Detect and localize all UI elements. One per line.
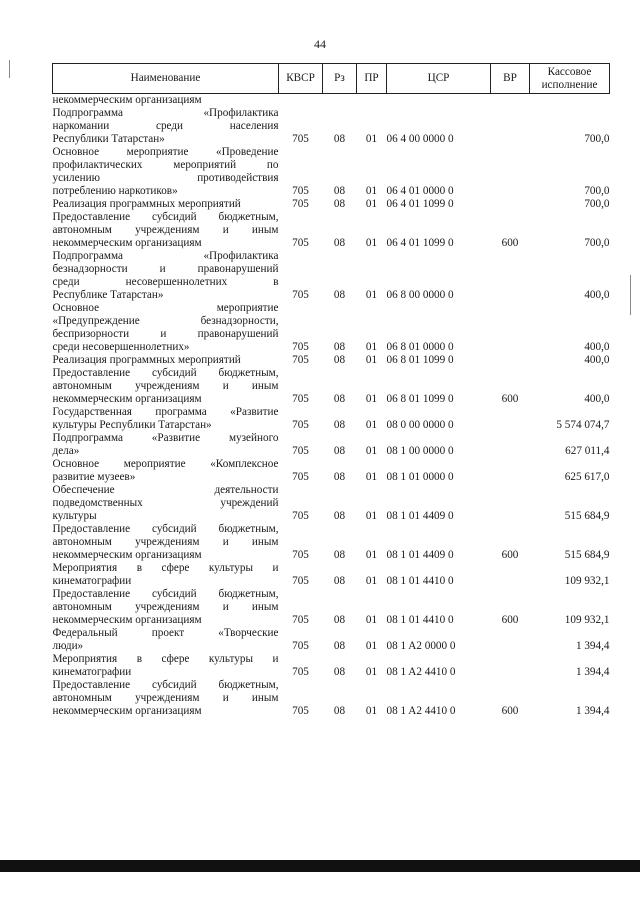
cell-cash: 400,0 xyxy=(584,393,610,405)
table-body xyxy=(53,94,610,719)
cell-csr: 06 8 01 1099 0 xyxy=(386,354,454,366)
row-name xyxy=(53,653,279,679)
row-name-line: автономным учреждениям и иным xyxy=(52,601,279,613)
cell-cash: 400,0 xyxy=(584,354,610,366)
cell-csr: 08 1 01 0000 0 xyxy=(386,471,454,483)
cell-cash: 400,0 xyxy=(584,341,610,353)
row-name-line: усилению противодействия xyxy=(52,172,279,184)
cell-kvsr: 705 xyxy=(292,510,309,522)
cell-kvsr: 705 xyxy=(292,354,309,366)
cell-csr: 08 1 01 4409 0 xyxy=(386,549,454,561)
cell-rz xyxy=(323,94,357,108)
row-name xyxy=(53,211,279,250)
row-name xyxy=(53,458,279,484)
row-name xyxy=(53,250,279,302)
row-name-line: автономным учреждениям и иным xyxy=(52,380,279,392)
table-row xyxy=(53,562,610,588)
cell-pr: 01 xyxy=(365,341,378,353)
row-name-line: Предоставление субсидий бюджетным, xyxy=(52,679,279,691)
cell-csr xyxy=(387,94,491,108)
cell-csr: 06 4 01 1099 0 xyxy=(386,198,454,210)
table-row xyxy=(53,406,610,432)
cell-csr: 06 8 01 0000 0 xyxy=(386,341,454,353)
cell-vr: 600 xyxy=(501,549,519,561)
cell-vr xyxy=(491,484,530,523)
header-name: Наименование xyxy=(53,64,279,94)
table-row xyxy=(53,627,610,653)
row-name xyxy=(53,432,279,458)
table-row xyxy=(53,653,610,679)
table-row xyxy=(53,250,610,302)
row-name-line: автономным учреждениям и иным xyxy=(52,224,279,236)
cell-pr: 01 xyxy=(365,471,378,483)
row-name-line: некоммерческим организациям xyxy=(52,393,202,405)
cell-pr: 01 xyxy=(365,354,378,366)
row-name xyxy=(53,367,279,406)
cell-rz: 08 xyxy=(333,419,346,431)
cell-kvsr: 705 xyxy=(292,575,309,587)
cell-cash: 1 394,4 xyxy=(575,666,610,678)
row-name-line: среди несовершеннолетних» xyxy=(52,341,190,353)
cell-vr xyxy=(491,107,530,146)
cell-vr xyxy=(491,94,530,108)
cell-kvsr: 705 xyxy=(292,237,309,249)
row-name xyxy=(53,107,279,146)
header-cash: Кассовое исполнение xyxy=(530,64,610,94)
row-name-line: Государственная программа «Развитие xyxy=(52,406,279,418)
cell-vr: 600 xyxy=(501,237,519,249)
table-row xyxy=(53,354,610,367)
row-name-line: развитие музеев» xyxy=(52,471,136,483)
row-name-line: Федеральный проект «Творческие xyxy=(52,627,279,639)
cell-csr: 08 1 01 4410 0 xyxy=(386,614,454,626)
row-name-line: Предоставление субсидий бюджетным, xyxy=(52,211,279,223)
cell-vr: 600 xyxy=(501,614,519,626)
cell-kvsr: 705 xyxy=(292,549,309,561)
cell-rz: 08 xyxy=(333,640,346,652)
cell-rz: 08 xyxy=(333,445,346,457)
cell-vr xyxy=(491,146,530,198)
cell-cash: 515 684,9 xyxy=(564,510,610,522)
cell-kvsr: 705 xyxy=(292,185,309,197)
cell-rz: 08 xyxy=(333,289,346,301)
cell-csr: 08 1 00 0000 0 xyxy=(386,445,454,457)
cell-kvsr: 705 xyxy=(292,640,309,652)
cell-rz: 08 xyxy=(333,705,346,717)
table-row xyxy=(53,107,610,146)
table-row xyxy=(53,588,610,627)
cell-pr: 01 xyxy=(365,549,378,561)
cell-rz: 08 xyxy=(333,393,346,405)
row-name xyxy=(53,406,279,432)
scan-edge-bar xyxy=(0,860,640,872)
row-name xyxy=(53,679,279,718)
row-name-line: культуры Республики Татарстан» xyxy=(52,419,212,431)
cell-pr: 01 xyxy=(365,393,378,405)
cell-csr: 08 1 A2 0000 0 xyxy=(386,640,456,652)
row-name-line: кинематографии xyxy=(52,666,132,678)
row-name-line: Предоставление субсидий бюджетным, xyxy=(52,367,279,379)
cell-vr xyxy=(491,198,530,211)
cell-csr: 08 1 A2 4410 0 xyxy=(386,705,456,717)
cell-kvsr: 705 xyxy=(292,198,309,210)
table-row xyxy=(53,484,610,523)
table-row xyxy=(53,94,610,108)
cell-vr xyxy=(491,562,530,588)
cell-csr: 06 8 01 1099 0 xyxy=(386,393,454,405)
cell-vr xyxy=(491,406,530,432)
row-name-line: Реализация программных мероприятий xyxy=(52,198,241,210)
cell-cash: 1 394,4 xyxy=(575,640,610,652)
cell-pr: 01 xyxy=(365,289,378,301)
cell-rz: 08 xyxy=(333,354,346,366)
cell-cash: 700,0 xyxy=(584,237,610,249)
cell-csr: 06 4 00 0000 0 xyxy=(386,133,454,145)
cell-vr: 600 xyxy=(501,705,519,717)
table-row xyxy=(53,211,610,250)
cell-kvsr: 705 xyxy=(292,445,309,457)
cell-vr xyxy=(491,432,530,458)
row-name-line: кинематографии xyxy=(52,575,132,587)
page-number: 44 xyxy=(314,37,326,51)
row-name xyxy=(53,523,279,562)
cell-csr: 08 1 01 4409 0 xyxy=(386,510,454,522)
row-name-line: Предоставление субсидий бюджетным, xyxy=(52,588,279,600)
cell-rz: 08 xyxy=(333,666,346,678)
row-name-line: автономным учреждениям и иным xyxy=(52,692,279,704)
cell-rz: 08 xyxy=(333,471,346,483)
cell-cash: 400,0 xyxy=(584,289,610,301)
cell-cash: 627 011,4 xyxy=(565,445,610,457)
row-name-line: наркомании среди населения xyxy=(52,120,279,132)
cell-kvsr: 705 xyxy=(292,341,309,353)
cell-pr: 01 xyxy=(365,575,378,587)
cell-pr: 01 xyxy=(365,133,378,145)
cell-rz: 08 xyxy=(333,575,346,587)
header-kvsr: КВСР xyxy=(279,64,323,94)
cell-rz: 08 xyxy=(333,237,346,249)
cell-csr: 06 8 00 0000 0 xyxy=(386,289,454,301)
row-name-line: Подпрограмма «Развитие музейного xyxy=(52,432,279,444)
cell-rz: 08 xyxy=(333,185,346,197)
header-pr: ПР xyxy=(357,64,387,94)
row-name xyxy=(53,94,279,108)
row-name-line: дела» xyxy=(52,445,80,457)
cell-kvsr: 705 xyxy=(292,705,309,717)
cell-cash: 1 394,4 xyxy=(575,705,610,717)
row-name-line: потреблению наркотиков» xyxy=(52,185,178,197)
cell-vr xyxy=(491,354,530,367)
row-name xyxy=(53,198,279,211)
cell-cash: 700,0 xyxy=(584,133,610,145)
row-name xyxy=(53,484,279,523)
cell-kvsr: 705 xyxy=(292,614,309,626)
table-row xyxy=(53,367,610,406)
row-name-line: беспризорности и правонарушений xyxy=(52,328,279,340)
row-name-line: подведомственных учреждений xyxy=(52,497,279,509)
cell-rz: 08 xyxy=(333,198,346,210)
budget-execution-table xyxy=(52,63,610,718)
row-name-line: безнадзорности и правонарушений xyxy=(52,263,279,275)
cell-csr: 06 4 01 1099 0 xyxy=(386,237,454,249)
cell-rz: 08 xyxy=(333,549,346,561)
margin-mark xyxy=(630,275,631,315)
cell-kvsr: 705 xyxy=(292,419,309,431)
cell-pr: 01 xyxy=(365,666,378,678)
row-name-line: Предоставление субсидий бюджетным, xyxy=(52,523,279,535)
row-name-line: некоммерческим организациям xyxy=(52,237,202,249)
cell-rz: 08 xyxy=(333,510,346,522)
cell-kvsr: 705 xyxy=(292,666,309,678)
header-vr: ВР xyxy=(491,64,530,94)
row-name-line: Основное мероприятие xyxy=(52,302,279,314)
cell-pr: 01 xyxy=(365,640,378,652)
cell-cash: 109 932,1 xyxy=(564,575,610,587)
row-name xyxy=(53,354,279,367)
cell-vr xyxy=(491,653,530,679)
row-name-line: «Предупреждение безнадзорности, xyxy=(52,315,279,327)
cell-pr xyxy=(357,94,387,108)
cell-kvsr: 705 xyxy=(292,393,309,405)
cell-pr: 01 xyxy=(365,445,378,457)
cell-cash xyxy=(530,94,610,108)
row-name xyxy=(53,562,279,588)
cell-cash: 109 932,1 xyxy=(564,614,610,626)
row-name-line: Мероприятия в сфере культуры и xyxy=(52,653,279,665)
cell-pr: 01 xyxy=(365,419,378,431)
table-row xyxy=(53,523,610,562)
row-name-line: некоммерческим организациям xyxy=(52,614,202,626)
cell-csr: 08 1 A2 4410 0 xyxy=(386,666,456,678)
cell-vr: 600 xyxy=(501,393,519,405)
header-csr: ЦСР xyxy=(387,64,491,94)
row-name-line: Республики Татарстан» xyxy=(52,133,165,145)
margin-mark xyxy=(9,60,10,78)
table-row xyxy=(53,302,610,354)
row-name-line: Основное мероприятие «Проведение xyxy=(52,146,279,158)
cell-vr xyxy=(491,302,530,354)
row-name-line: среди несовершеннолетних в xyxy=(52,276,279,288)
cell-pr: 01 xyxy=(365,198,378,210)
cell-kvsr: 705 xyxy=(292,289,309,301)
row-name xyxy=(53,302,279,354)
cell-csr: 06 4 01 0000 0 xyxy=(386,185,454,197)
table-header xyxy=(53,64,610,94)
cell-csr: 08 0 00 0000 0 xyxy=(386,419,454,431)
table-row xyxy=(53,432,610,458)
cell-csr: 08 1 01 4410 0 xyxy=(386,575,454,587)
cell-cash: 700,0 xyxy=(584,198,610,210)
cell-kvsr: 705 xyxy=(292,471,309,483)
cell-rz: 08 xyxy=(333,133,346,145)
cell-kvsr xyxy=(279,94,323,108)
cell-pr: 01 xyxy=(365,510,378,522)
table-row xyxy=(53,458,610,484)
row-name-line: автономным учреждениям и иным xyxy=(52,536,279,548)
row-name-line: Основное мероприятие «Комплексное xyxy=(52,458,279,470)
cell-vr xyxy=(491,627,530,653)
header-rz: Рз xyxy=(323,64,357,94)
cell-kvsr: 705 xyxy=(292,133,309,145)
row-name xyxy=(53,146,279,198)
cell-vr xyxy=(491,250,530,302)
table-row xyxy=(53,198,610,211)
row-name-line: люди» xyxy=(52,640,84,652)
table-row xyxy=(53,146,610,198)
cell-cash: 5 574 074,7 xyxy=(556,419,610,431)
cell-cash: 625 617,0 xyxy=(564,471,610,483)
cell-pr: 01 xyxy=(365,705,378,717)
row-name xyxy=(53,627,279,653)
row-name xyxy=(53,588,279,627)
row-name-line: профилактических мероприятий по xyxy=(52,159,279,171)
cell-pr: 01 xyxy=(365,185,378,197)
row-name-line: Республике Татарстан» xyxy=(52,289,164,301)
cell-pr: 01 xyxy=(365,237,378,249)
row-name-line: культуры xyxy=(52,510,97,522)
row-name-line: некоммерческим организациям xyxy=(52,705,202,717)
row-name-line: некоммерческим организациям xyxy=(52,549,202,561)
row-name-line: Подпрограмма «Профилактика xyxy=(52,107,279,119)
row-name-line: некоммерческим организациям xyxy=(52,94,202,106)
table-row xyxy=(53,679,610,718)
cell-cash: 700,0 xyxy=(584,185,610,197)
cell-vr xyxy=(491,458,530,484)
row-name-line: Обеспечение деятельности xyxy=(52,484,279,496)
cell-cash: 515 684,9 xyxy=(564,549,610,561)
row-name-line: Мероприятия в сфере культуры и xyxy=(52,562,279,574)
cell-rz: 08 xyxy=(333,341,346,353)
cell-pr: 01 xyxy=(365,614,378,626)
row-name-line: Реализация программных мероприятий xyxy=(52,354,241,366)
row-name-line: Подпрограмма «Профилактика xyxy=(52,250,279,262)
cell-rz: 08 xyxy=(333,614,346,626)
